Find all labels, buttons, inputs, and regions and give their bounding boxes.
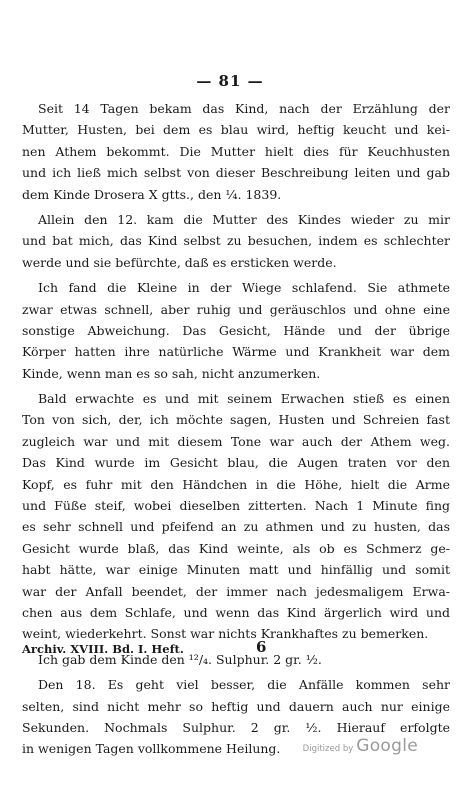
text-line: chen aus dem Schlafe, und wenn das Kind ärgerlich wird und	[22, 604, 450, 620]
signature-mark: 6	[256, 638, 267, 656]
watermark-prefix: Digitized by	[302, 744, 354, 754]
text-line: in wenigen Tagen vollkommene Heilung.	[22, 741, 281, 757]
text-line: dem Kinde Drosera X gtts., den ⅟₄. 1839.	[22, 186, 282, 202]
text-line: zugleich war und mit diesem Tone war auch der Athem weg.	[22, 433, 450, 449]
text-line: Körper hatten ihre natürliche Wärme und Krankheit war dem	[22, 344, 450, 360]
text-line: war der Anfall beendet, der immer nach jedesmaligem Erwa-	[22, 583, 450, 599]
text-line: sonstige Abweichung. Das Gesicht, Hände und der übrige	[22, 322, 450, 338]
text-line: Kinde, wenn man es so sah, nicht anzumerken.	[22, 365, 321, 381]
watermark-brand: Google	[356, 736, 418, 756]
page-number: — 81 —	[196, 72, 264, 90]
text-line: es sehr schnell und pfeifend an zu athmen und zu husten, das	[22, 519, 450, 535]
text-line: Ich gab dem Kinde den ¹²/₄. Sulphur. 2 gr. ⅟₂.	[38, 651, 322, 667]
text-line: selten, sind nicht mehr so heftig und dauern auch nur einige	[22, 698, 450, 714]
text-line: und Füße steif, wobei dieselben zitterten. Nach 1 Minute fing	[22, 498, 450, 514]
text-line: Ton von sich, der, ich möchte sagen, Husten und Schreien fast	[22, 412, 450, 428]
text-line: werde und sie befürchte, daß es ersticken werde.	[22, 254, 337, 270]
text-line: Das Kind wurde im Gesicht blau, die Augen traten vor den	[22, 455, 450, 471]
running-footer: Archiv. XVIII. Bd. I. Heft.	[22, 642, 184, 656]
text-line: Sekunden. Nochmals Sulphur. 2 gr. ⅟₂. Hierauf erfolgte	[22, 719, 450, 735]
text-line: und bat mich, das Kind selbst zu besuchen, indem es schlechter	[22, 233, 450, 249]
text-line: Mutter, Husten, bei dem es blau wird, heftig keucht und kei-	[22, 122, 450, 138]
text-line: Den 18. Es geht viel besser, die Anfälle kommen sehr	[38, 677, 450, 693]
text-line: Allein den 12. kam die Mutter des Kindes wieder zu mir	[38, 211, 450, 227]
body-text	[22, 98, 450, 764]
paragraph	[22, 209, 450, 273]
digitization-watermark	[303, 736, 418, 756]
text-line: habt hätte, war einige Minuten matt und hinfällig und somit	[22, 562, 450, 578]
text-line: Bald erwachte es und mit seinem Erwachen stieß es einen	[38, 391, 450, 407]
text-line: Seit 14 Tagen bekam das Kind, nach der Erzählung der	[38, 101, 450, 116]
text-line: Ich fand die Kleine in der Wiege schlafend. Sie athmete	[38, 280, 450, 296]
paragraph	[22, 388, 450, 645]
paragraph	[22, 98, 450, 205]
text-line: Gesicht wurde blaß, das Kind weinte, als ob es Schmerz ge-	[22, 540, 450, 556]
text-line: und ich ließ mich selbst von dieser Beschreibung leiten und gab	[22, 165, 450, 181]
text-line: nen Athem bekommt. Die Mutter hielt dies für Keuchhusten	[22, 143, 450, 159]
text-line: weint, wiederkehrt. Sonst war nichts Krankhaftes zu bemerken.	[22, 626, 429, 642]
text-line: Kopf, es fuhr mit den Händchen in die Höhe, hielt die Arme	[22, 476, 450, 492]
text-line: zwar etwas schnell, aber ruhig und geräuschlos und ohne eine	[22, 301, 450, 317]
paragraph	[22, 277, 450, 384]
